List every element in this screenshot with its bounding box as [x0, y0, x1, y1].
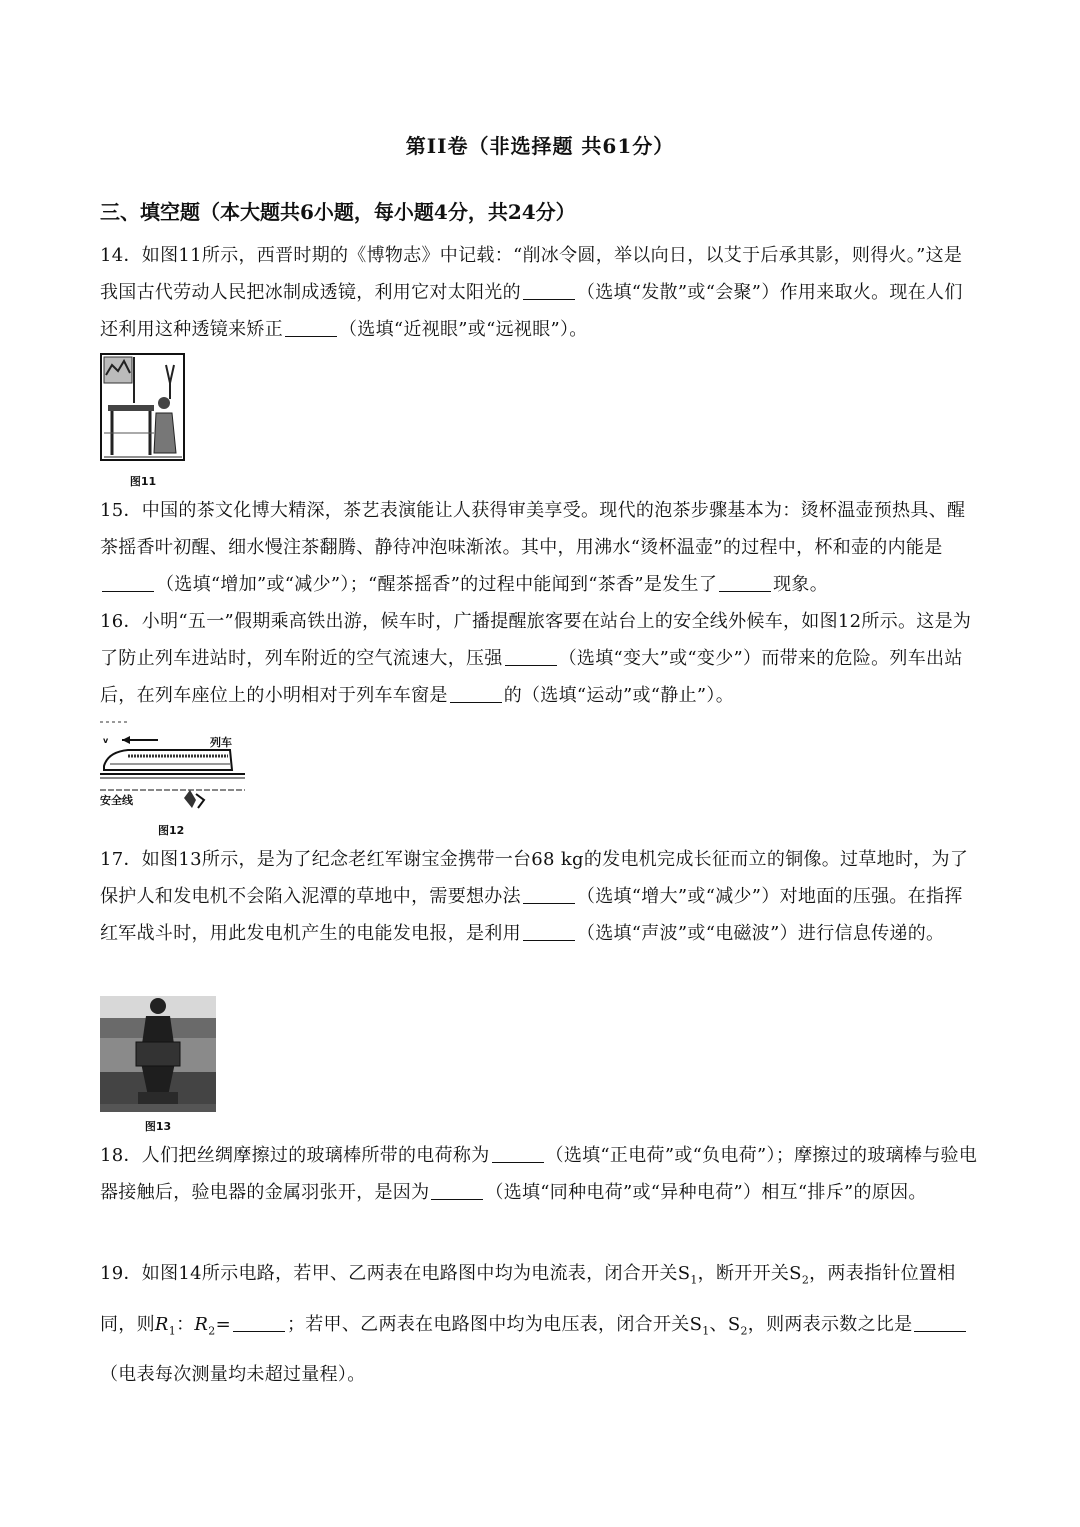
question-text: 的（选填“运动”或“静止”）。: [503, 685, 735, 706]
answer-blank[interactable]: [492, 1144, 544, 1163]
question-text: （选填“发散”或“会聚”）作用来取火。现在人们还利用这种透镜来矫正: [100, 282, 963, 340]
question-19: [100, 1252, 980, 1397]
question-text: 15．中国的茶文化博大精深，茶艺表演能让人获得审美享受。现代的泡茶步骤基本为：烫杯温壶预热具、醒茶摇香叶初醒、细水慢注茶翻腾、静待冲泡味渐浓。其中，用沸水“烫杯温壶”的过程中，杯和壶的内能是: [100, 500, 966, 558]
switch-s2: $S_2$: [727, 1313, 748, 1338]
section-heading: 三、填空题（本大题共6小题，每小题4分，共24分）: [100, 200, 576, 224]
answer-blank[interactable]: [505, 647, 557, 666]
answer-blank[interactable]: [233, 1313, 285, 1332]
question-15: [100, 492, 980, 603]
question-text: ，断开开关: [697, 1263, 790, 1284]
question-text: （选填“增大”或“减少”）对地面的压强。在指挥红军战斗时，用此发电机产生的电能发电报，是利用: [100, 886, 963, 944]
answer-blank[interactable]: [102, 573, 154, 592]
figure-11-caption: 图11: [129, 475, 157, 488]
question-text: 16．小明“五一”假期乘高铁出游，候车时，广播提醒旅客要在站台上的安全线外候车，如图12所示。这是为了防止列车进站时，列车附近的空气流速大，压强: [100, 611, 972, 669]
figure-12: [100, 718, 245, 838]
question-text: （电表每次测量均未超过量程）。: [100, 1364, 366, 1386]
question-text: （选填“变大”或“变少”）而带来的危险。列车出站后，在列车座位上的小明相对于列车车窗是: [100, 648, 963, 706]
train-label: 列车: [210, 736, 232, 749]
answer-blank[interactable]: [431, 1181, 483, 1200]
figure-11: [100, 353, 186, 488]
question-16: [100, 603, 980, 714]
page-title: 第II卷（非选择题 共61分）: [405, 134, 675, 158]
answer-blank[interactable]: [719, 573, 771, 592]
separator: 、: [709, 1313, 728, 1335]
resistance-ratio: $R_1$：$R_2=$: [154, 1313, 231, 1338]
question-text: 18．人们把丝绸摩擦过的玻璃棒所带的电荷称为: [100, 1145, 490, 1166]
question-text: （选填“正电荷”或“负电荷”）；摩擦过的玻璃棒与验电器接触后，验电器的金属羽张开，是因为: [100, 1145, 978, 1203]
question-text: 14．如图11所示，西晋时期的《博物志》中记载：“削冰令圆，举以向日，以艾于后承其影，则得火。”这是我国古代劳动人民把冰制成透镜，利用它对太阳光的: [100, 245, 963, 303]
question-text: ，则两表示数之比是: [747, 1313, 913, 1335]
switch-s2: $S_2$: [789, 1263, 810, 1287]
figure-12-caption: 图12: [158, 824, 185, 837]
answer-blank[interactable]: [523, 281, 575, 300]
question-text: （选填“声波”或“电磁波”）进行信息传递的。: [576, 923, 945, 944]
question-text: ；若甲、乙两表在电路图中均为电压表，闭合开关: [286, 1313, 690, 1335]
question-text: （选填“增加”或“减少”）；“醒茶摇香”的过程中能闻到“茶香”是发生了: [156, 574, 718, 595]
answer-blank[interactable]: [450, 684, 502, 703]
question-text: （选填“同种电荷”或“异种电荷”）相互“排斥”的原因。: [485, 1182, 927, 1203]
question-17: [100, 841, 980, 952]
answer-blank[interactable]: [523, 885, 575, 904]
question-text: 19．如图14所示电路，若甲、乙两表在电路图中均为电流表，闭合开关: [100, 1263, 678, 1284]
question-text: ，两表指针位置相同，则: [100, 1263, 956, 1335]
velocity-label: v: [103, 736, 109, 745]
figure-13-caption: 图13: [144, 1120, 172, 1133]
figure-11-illustration: [100, 353, 186, 465]
answer-blank[interactable]: [523, 922, 575, 941]
question-14: [100, 237, 980, 348]
safety-line-label: 安全线: [100, 794, 133, 807]
question-text: 现象。: [773, 574, 829, 595]
switch-s1: $S_1$: [677, 1263, 698, 1287]
question-text: 17．如图13所示，是为了纪念老红军谢宝金携带一台68 kg的发电机完成长征而立的铜像。过草地时，为了保护人和发电机不会陷入泥潭的草地中，需要想办法: [100, 849, 969, 907]
answer-blank[interactable]: [914, 1313, 966, 1332]
question-text: （选填“近视眼”或“远视眼”）。: [339, 319, 588, 340]
question-18: [100, 1137, 980, 1211]
answer-blank[interactable]: [285, 318, 337, 337]
switch-s1: $S_1$: [689, 1313, 710, 1338]
figure-13: [100, 996, 216, 1132]
figure-13-photo: [100, 996, 216, 1112]
